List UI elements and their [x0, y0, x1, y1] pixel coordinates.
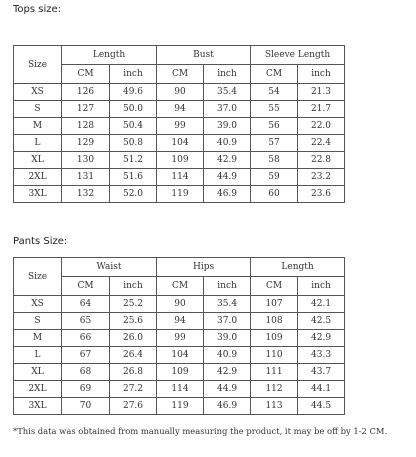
value-cell: 107 — [251, 296, 298, 313]
value-cell: 40.9 — [204, 347, 251, 364]
table-header-row — [14, 258, 345, 277]
group-header-waist: Waist — [62, 258, 157, 277]
unit-header: inch — [298, 65, 345, 84]
table-row — [14, 186, 345, 203]
value-cell: 42.1 — [298, 296, 345, 313]
group-header-length: Length — [251, 258, 345, 277]
value-cell: 112 — [251, 381, 298, 398]
value-cell: 130 — [62, 152, 110, 169]
value-cell: 54 — [251, 84, 298, 101]
value-cell: 52.0 — [110, 186, 157, 203]
value-cell: 104 — [157, 347, 204, 364]
value-cell: 57 — [251, 135, 298, 152]
unit-header: CM — [157, 65, 204, 84]
value-cell: 119 — [157, 398, 204, 415]
unit-header: CM — [251, 277, 298, 296]
value-cell: 119 — [157, 186, 204, 203]
value-cell: 64 — [62, 296, 110, 313]
value-cell: 44.5 — [298, 398, 345, 415]
table-row — [14, 313, 345, 330]
value-cell: 68 — [62, 364, 110, 381]
size-cell: 3XL — [14, 398, 62, 415]
unit-header: inch — [298, 277, 345, 296]
value-cell: 69 — [62, 381, 110, 398]
value-cell: 35.4 — [204, 296, 251, 313]
value-cell: 70 — [62, 398, 110, 415]
unit-header: CM — [62, 277, 110, 296]
value-cell: 131 — [62, 169, 110, 186]
size-cell: 2XL — [14, 381, 62, 398]
value-cell: 132 — [62, 186, 110, 203]
value-cell: 50.4 — [110, 118, 157, 135]
value-cell: 109 — [157, 364, 204, 381]
value-cell: 39.0 — [204, 330, 251, 347]
value-cell: 43.3 — [298, 347, 345, 364]
value-cell: 42.9 — [204, 364, 251, 381]
size-cell: M — [14, 330, 62, 347]
value-cell: 50.0 — [110, 101, 157, 118]
value-cell: 37.0 — [204, 313, 251, 330]
value-cell: 35.4 — [204, 84, 251, 101]
value-cell: 39.0 — [204, 118, 251, 135]
unit-header: CM — [157, 277, 204, 296]
value-cell: 44.9 — [204, 169, 251, 186]
table-row — [14, 118, 345, 135]
value-cell: 44.1 — [298, 381, 345, 398]
value-cell: 114 — [157, 381, 204, 398]
unit-header: CM — [251, 65, 298, 84]
value-cell: 127 — [62, 101, 110, 118]
size-cell: 3XL — [14, 186, 62, 203]
value-cell: 51.2 — [110, 152, 157, 169]
value-cell: 42.9 — [298, 330, 345, 347]
value-cell: 108 — [251, 313, 298, 330]
value-cell: 60 — [251, 186, 298, 203]
pants-size-heading: Pants Size: — [13, 236, 68, 247]
value-cell: 99 — [157, 330, 204, 347]
value-cell: 50.8 — [110, 135, 157, 152]
value-cell: 25.2 — [110, 296, 157, 313]
value-cell: 94 — [157, 101, 204, 118]
size-cell: XS — [14, 296, 62, 313]
pants-size-table — [13, 257, 345, 415]
unit-header-row — [14, 277, 345, 296]
value-cell: 26.0 — [110, 330, 157, 347]
value-cell: 21.3 — [298, 84, 345, 101]
value-cell: 109 — [251, 330, 298, 347]
value-cell: 129 — [62, 135, 110, 152]
value-cell: 40.9 — [204, 135, 251, 152]
table-row — [14, 101, 345, 118]
unit-header: inch — [204, 65, 251, 84]
value-cell: 99 — [157, 118, 204, 135]
size-column-header: Size — [14, 46, 62, 84]
value-cell: 25.6 — [110, 313, 157, 330]
value-cell: 90 — [157, 84, 204, 101]
value-cell: 90 — [157, 296, 204, 313]
unit-header: inch — [110, 277, 157, 296]
table-row — [14, 135, 345, 152]
value-cell: 44.9 — [204, 381, 251, 398]
size-column-header: Size — [14, 258, 62, 296]
group-header-length: Length — [62, 46, 157, 65]
size-cell: S — [14, 313, 62, 330]
value-cell: 58 — [251, 152, 298, 169]
table-row — [14, 381, 345, 398]
table-row — [14, 330, 345, 347]
size-cell: XL — [14, 152, 62, 169]
size-cell: 2XL — [14, 169, 62, 186]
value-cell: 51.6 — [110, 169, 157, 186]
table-header-row — [14, 46, 345, 65]
value-cell: 23.6 — [298, 186, 345, 203]
unit-header-row — [14, 65, 345, 84]
group-header-hips: Hips — [157, 258, 251, 277]
size-cell: M — [14, 118, 62, 135]
size-cell: S — [14, 101, 62, 118]
table-row — [14, 398, 345, 415]
value-cell: 49.6 — [110, 84, 157, 101]
value-cell: 65 — [62, 313, 110, 330]
tops-size-heading: Tops size: — [13, 4, 62, 15]
value-cell: 66 — [62, 330, 110, 347]
value-cell: 114 — [157, 169, 204, 186]
size-cell: L — [14, 135, 62, 152]
size-cell: XS — [14, 84, 62, 101]
table-row — [14, 364, 345, 381]
value-cell: 21.7 — [298, 101, 345, 118]
group-header-bust: Bust — [157, 46, 251, 65]
value-cell: 37.0 — [204, 101, 251, 118]
table-row — [14, 152, 345, 169]
value-cell: 26.4 — [110, 347, 157, 364]
measurement-disclaimer-note: *This data was obtained from manually measuring the product, it may be off by 1-2 CM. — [13, 426, 388, 436]
unit-header: CM — [62, 65, 110, 84]
size-cell: XL — [14, 364, 62, 381]
value-cell: 128 — [62, 118, 110, 135]
table-row — [14, 169, 345, 186]
value-cell: 23.2 — [298, 169, 345, 186]
table-row — [14, 84, 345, 101]
value-cell: 43.7 — [298, 364, 345, 381]
value-cell: 46.9 — [204, 398, 251, 415]
value-cell: 26.8 — [110, 364, 157, 381]
value-cell: 42.9 — [204, 152, 251, 169]
value-cell: 111 — [251, 364, 298, 381]
value-cell: 46.9 — [204, 186, 251, 203]
value-cell: 42.5 — [298, 313, 345, 330]
unit-header: inch — [204, 277, 251, 296]
table-row — [14, 296, 345, 313]
value-cell: 27.2 — [110, 381, 157, 398]
tops-size-table — [13, 45, 345, 203]
value-cell: 56 — [251, 118, 298, 135]
unit-header: inch — [110, 65, 157, 84]
value-cell: 22.8 — [298, 152, 345, 169]
value-cell: 126 — [62, 84, 110, 101]
value-cell: 27.6 — [110, 398, 157, 415]
table-row — [14, 347, 345, 364]
value-cell: 113 — [251, 398, 298, 415]
value-cell: 110 — [251, 347, 298, 364]
value-cell: 67 — [62, 347, 110, 364]
value-cell: 22.0 — [298, 118, 345, 135]
value-cell: 94 — [157, 313, 204, 330]
value-cell: 55 — [251, 101, 298, 118]
value-cell: 59 — [251, 169, 298, 186]
value-cell: 22.4 — [298, 135, 345, 152]
size-cell: L — [14, 347, 62, 364]
value-cell: 104 — [157, 135, 204, 152]
value-cell: 109 — [157, 152, 204, 169]
group-header-sleeve-length: Sleeve Length — [251, 46, 345, 65]
